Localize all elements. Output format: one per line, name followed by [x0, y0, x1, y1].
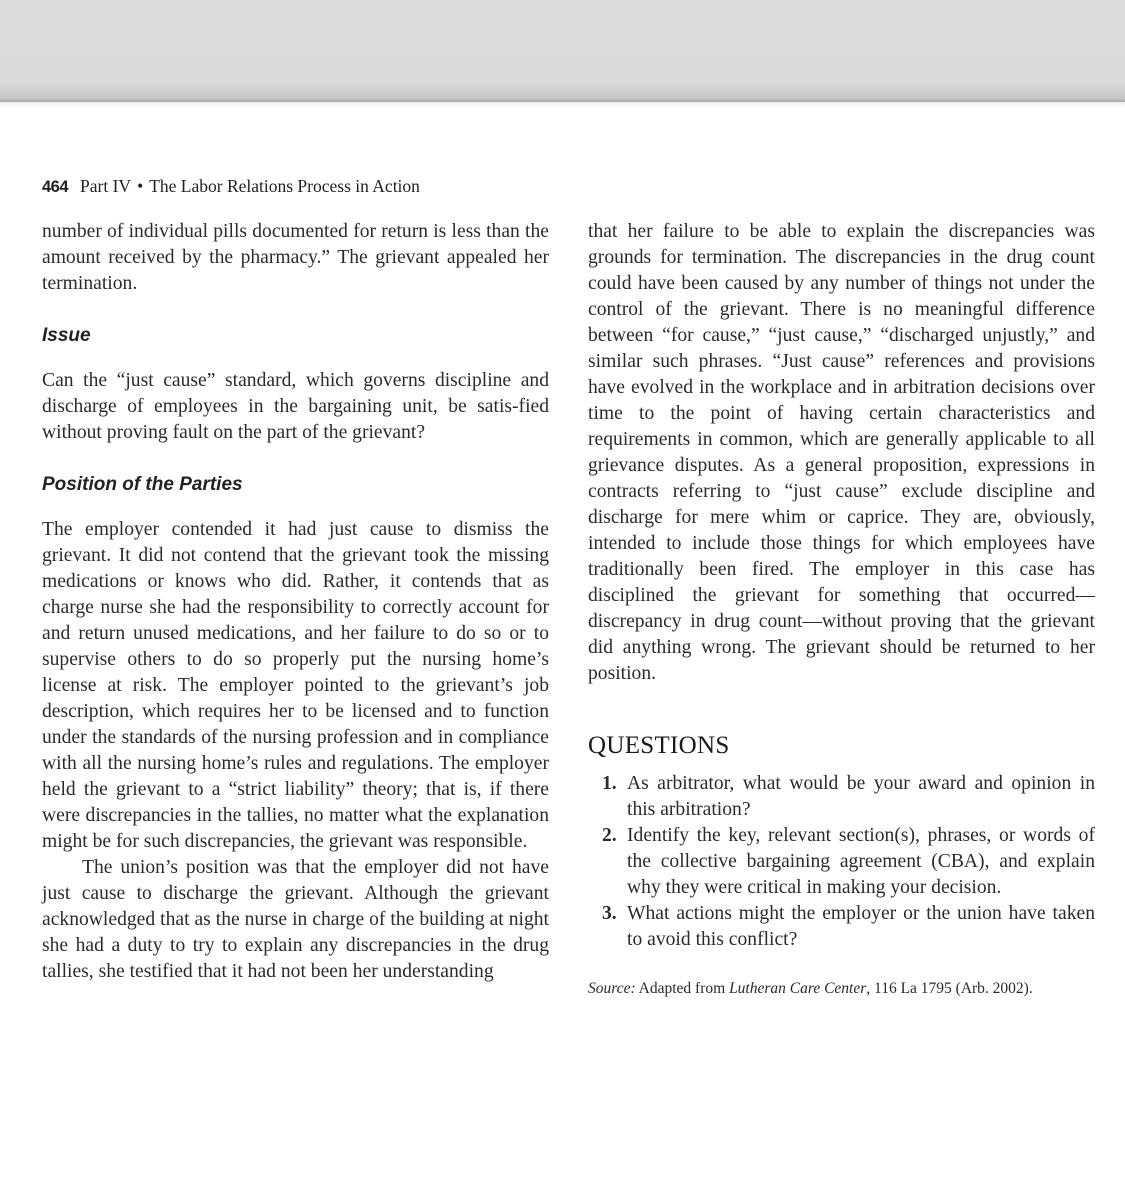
- question-text: What actions might the employer or the union have taken to avoid this conflict?: [627, 903, 1095, 950]
- source-case-name: Lutheran Care Center: [729, 980, 867, 997]
- question-text: As arbitrator, what would be your award and opinion in this arbitration?: [627, 773, 1095, 820]
- question-item: [588, 771, 1095, 823]
- union-position-continued: that her failure to be able to explain the discrepancies was grounds for termination. The discrepancies in the drug count could have been caused by any number of things not under the control of the grievant. There is no meaningful difference between “for cause,” “just cause,” “discharged unjustly,” and similar such phrases. “Just cause” references and provisions have evolved in the workplace and in arbitration decisions over time to the point of having certain characteristics and requirements in common, which are generally applicable to all grievance disputes. As a general proposition, expressions in contracts referring to “just cause” exclude discipline and discharge for mere whim or caprice. They are, obviously, intended to include those things for which employees have traditionally been fired. The employer in this case has disciplined the grievant for something that occurred—discrepancy in drug count—without proving that the grievant did anything wrong. The grievant should be returned to her position.: [588, 221, 1095, 684]
- issue-heading: Issue: [42, 325, 91, 346]
- viewer-top-bar: [0, 0, 1125, 102]
- page-number: 464: [42, 178, 69, 196]
- bullet-separator: •: [137, 176, 144, 196]
- question-number: 3.: [602, 903, 617, 924]
- part-label: Part IV: [80, 176, 132, 196]
- question-text: Identify the key, relevant section(s), phrases, or words of the collective bargaining agreement (CBA), and explain why they were critical in making your decision.: [627, 825, 1095, 898]
- right-column: [588, 219, 1095, 999]
- question-item: [588, 901, 1095, 953]
- position-heading: Position of the Parties: [42, 474, 243, 495]
- left-column: [42, 219, 549, 985]
- running-head: [42, 176, 420, 197]
- question-number: 2.: [602, 825, 617, 846]
- source-citation: [588, 979, 1095, 999]
- questions-heading: QUESTIONS: [588, 732, 730, 759]
- source-prefix: Adapted from: [638, 980, 726, 997]
- book-page: [0, 108, 1125, 1200]
- chapter-title: The Labor Relations Process in Action: [149, 176, 420, 196]
- source-label: Source:: [588, 980, 636, 997]
- issue-text: Can the “just cause” standard, which governs discipline and discharge of employees in the bargaining unit, be satis-fied without proving fault on the part of the grievant?: [42, 370, 549, 443]
- union-position-paragraph: The union’s position was that the employer did not have just cause to discharge the grievant. Although the grievant acknowledged that as the nurse in charge of the building at night she had a duty to try to explain any discrepancies in the drug tallies, she testified that it had not been her understanding: [42, 857, 549, 982]
- questions-list: [588, 771, 1095, 953]
- question-item: [588, 823, 1095, 901]
- question-number: 1.: [602, 773, 617, 794]
- employer-position-paragraph: The employer contended it had just cause to dismiss the grievant. It did not contend that the grievant took the missing medications or knows who did. Rather, it contends that as charge nurse she had the responsibility to correctly account for and return unused medications, and her failure to do so or to supervise others to do so properly put the nursing home’s license at risk. The employer pointed to the grievant’s job description, which requires her to be licensed and to function under the standards of the nursing profession and in compliance with all the nursing home’s rules and regulations. The employer held the grievant to a “strict liability” theory; that is, if there were discrepancies in the tallies, no matter what the explanation might be for such discrepancies, the grievant was responsible.: [42, 519, 549, 852]
- source-citation-detail: , 116 La 1795 (Arb. 2002).: [866, 980, 1033, 997]
- intro-paragraph: number of individual pills documented for return is less than the amount received by the pharmacy.” The grievant appealed her termination.: [42, 221, 549, 294]
